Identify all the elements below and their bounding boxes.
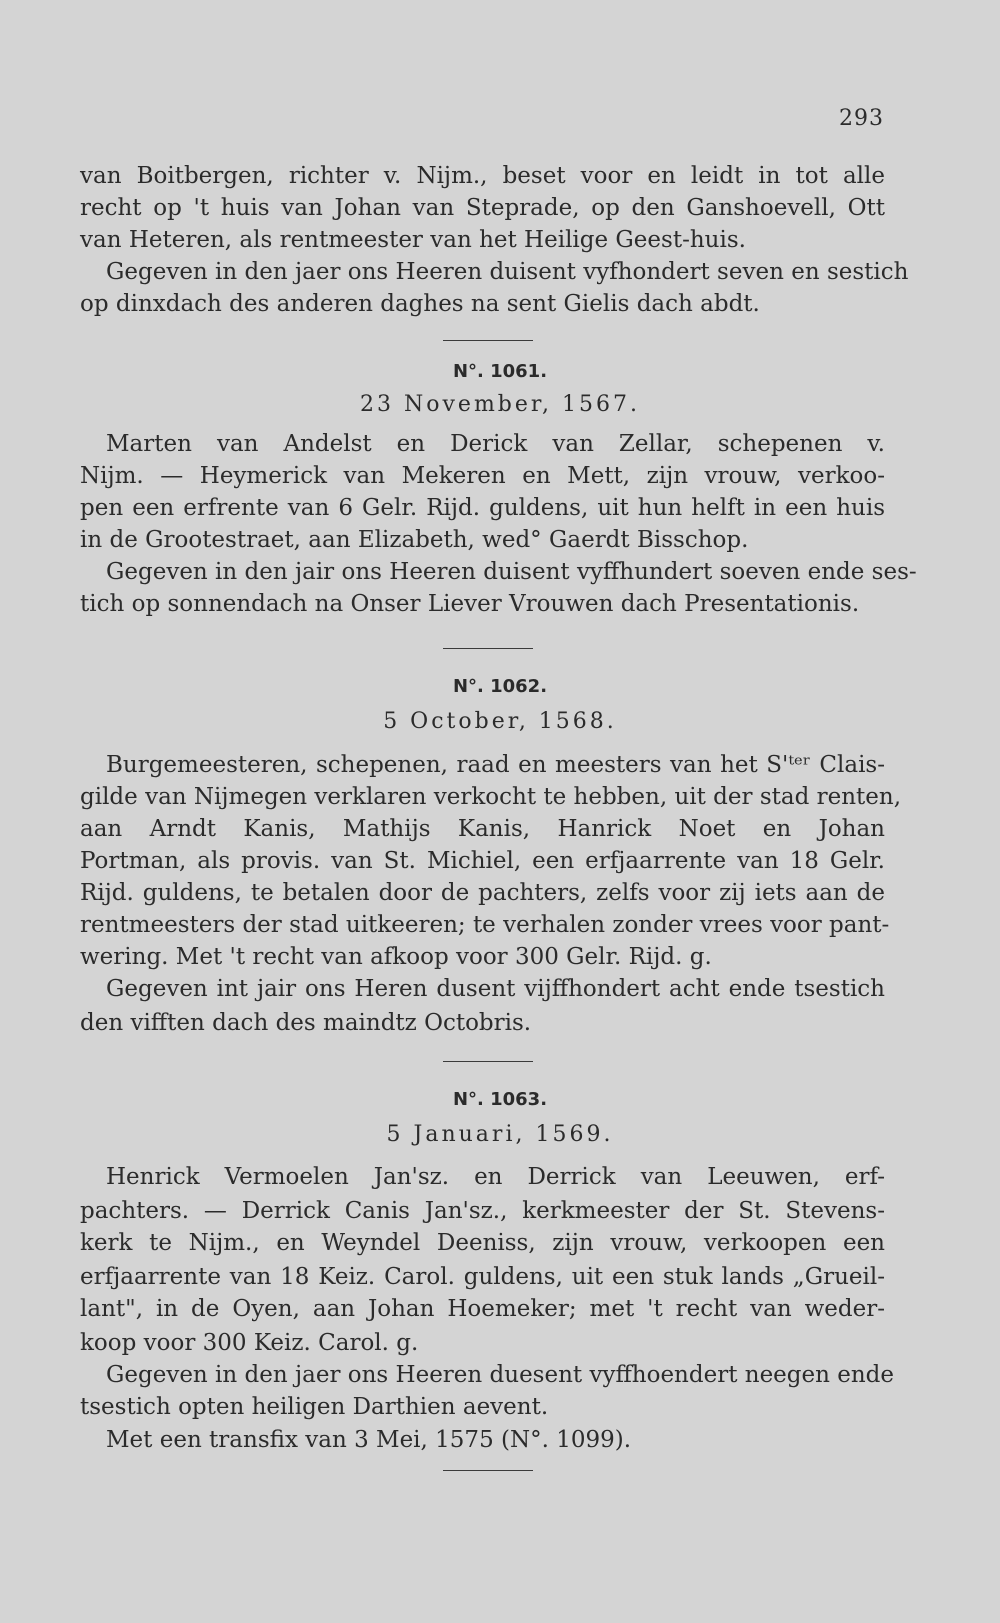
text-line: van Boitbergen, richter v. Nijm., beset voor en leidt in tot alle [80,163,885,189]
text-line: erfjaarrente van 18 Keiz. Carol. guldens, uit een stuk lands „Grueil- [80,1264,885,1290]
text-line: Gegeven in den jair ons Heeren duisent vyffhundert soeven ende ses- [106,559,917,585]
text-line: lant", in de Oyen, aan Johan Hoemeker; met 't recht van weder- [80,1296,885,1322]
text-line: op dinxdach des anderen daghes na sent Gielis dach abdt. [80,291,760,317]
page-number: 293 [839,106,884,131]
entry-date: 5 October, 1568. [383,709,617,734]
entry-date: 5 Januari, 1569. [386,1122,614,1147]
text-line: van Heteren, als rentmeester van het Heilige Geest-huis. [80,227,746,253]
text-line: Gegeven in den jaer ons Heeren duesent vyffhoendert neegen ende [106,1362,895,1388]
text-line: Marten van Andelst en Derick van Zellar, schepenen v. [106,431,885,457]
text-line: Burgemeesteren, schepenen, raad en meesters van het S'ᵗᵉʳ Clais- [106,752,885,778]
text-line: gilde van Nijmegen verklaren verkocht te hebben, uit der stad renten, [80,784,902,810]
entry-number: N°. 1063. [452,1089,548,1110]
section-divider [443,340,533,341]
text-line: aan Arndt Kanis, Mathijs Kanis, Hanrick Noet en Johan [80,816,885,842]
text-line: Henrick Vermoelen Jan'sz. en Derrick van Leeuwen, erf- [106,1164,885,1190]
text-line: den vifften dach des maindtz Octobris. [80,1010,532,1036]
text-line: Nijm. — Heymerick van Mekeren en Mett, zijn vrouw, verkoo- [80,463,885,489]
text-line: pen een erfrente van 6 Gelr. Rijd. guldens, uit hun helft in een huis [80,495,885,521]
text-line: rentmeesters der stad uitkeeren; te verhalen zonder vrees voor pant- [80,912,890,938]
text-line: recht op 't huis van Johan van Steprade, op den Ganshoevell, Ott [80,195,885,221]
text-line: pachters. — Derrick Canis Jan'sz., kerkmeester der St. Stevens- [80,1198,885,1224]
text-line: Gegeven in den jaer ons Heeren duisent vyfhondert seven en sestich [106,259,909,285]
text-line: Portman, als provis. van St. Michiel, een erfjaarrente van 18 Gelr. [80,848,885,874]
text-line: kerk te Nijm., en Weyndel Deeniss, zijn vrouw, verkoopen een [80,1230,885,1256]
section-divider [443,648,533,649]
entry-number: N°. 1062. [452,676,548,697]
text-line: Met een transfix van 3 Mei, 1575 (N°. 1099). [106,1427,632,1453]
entry-date: 23 November, 1567. [360,392,640,417]
entry-number: N°. 1061. [452,361,548,382]
text-line: tsestich opten heiligen Darthien aevent. [80,1394,549,1420]
section-divider [443,1061,533,1062]
text-line: in de Grootestraet, aan Elizabeth, wed° Gaerdt Bisschop. [80,527,749,553]
text-line: Gegeven int jair ons Heren dusent vijffhondert acht ende tsestich [106,976,885,1002]
text-line: tich op sonnendach na Onser Liever Vrouwen dach Presentationis. [80,591,860,617]
text-line: Rijd. guldens, te betalen door de pachters, zelfs voor zij iets aan de [80,880,885,906]
section-divider [443,1470,533,1471]
text-line: wering. Met 't recht van afkoop voor 300 Gelr. Rijd. g. [80,944,712,970]
text-line: koop voor 300 Keiz. Carol. g. [80,1330,419,1356]
